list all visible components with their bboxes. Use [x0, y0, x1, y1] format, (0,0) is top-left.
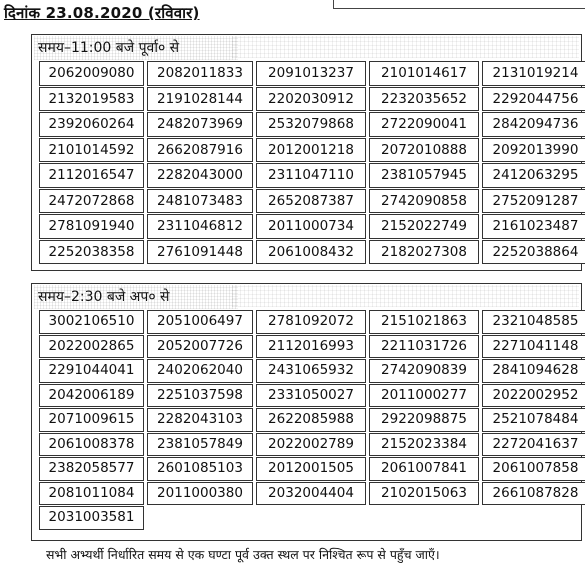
roll-number-cell: 2311046812 [147, 214, 253, 239]
roll-number-cell: 2062009080 [39, 61, 144, 86]
roll-number-cell: 2622085988 [256, 408, 366, 432]
instruction-note: सभी अभ्यर्थी निर्धारित समय से एक घण्टा पूर्व उक्त स्थल पर निश्चित रूप से पहुँच जाएँ। [46, 547, 440, 562]
roll-number-cell: 2661087828 [482, 482, 585, 506]
roll-number-cell: 2091013237 [256, 61, 366, 86]
roll-number-cell: 2092013990 [482, 138, 585, 163]
roll-number-cell: 2112016547 [39, 163, 144, 188]
roll-number-cell: 2292044756 [482, 87, 585, 112]
roll-number-cell: 2191028144 [147, 87, 253, 112]
roll-number-cell: 2252038358 [39, 240, 144, 265]
roll-number-cell: 2082011833 [147, 61, 253, 86]
roll-number-cell: 2042006189 [39, 384, 144, 408]
roll-number-cell: 2431065932 [256, 359, 366, 383]
roll-number-cell: 2102015063 [369, 482, 479, 506]
roll-number-cell: 2051006497 [147, 310, 253, 334]
roll-number-cell: 2151021863 [369, 310, 479, 334]
roll-number-cell: 2061008432 [256, 240, 366, 265]
label-shading [232, 36, 579, 58]
roll-number-cell: 2482073969 [147, 112, 253, 137]
roll-number-cell: 2022002789 [256, 433, 366, 457]
roll-number-cell: 2382058577 [39, 457, 144, 481]
roll-number-cell: 2761091448 [147, 240, 253, 265]
roll-number-cell: 2251037598 [147, 384, 253, 408]
roll-number-cell: 2282043103 [147, 408, 253, 432]
roll-number-cell: 2521078484 [482, 408, 585, 432]
roll-number-cell: 2742090839 [369, 359, 479, 383]
session-label: समय–2:30 बजे अप० से [34, 285, 238, 309]
roll-number-cell: 2252038864 [482, 240, 585, 265]
roll-number-cell: 2922098875 [369, 408, 479, 432]
roll-number-cell: 2271041148 [482, 335, 585, 359]
roll-number-cell: 2022002952 [482, 384, 585, 408]
roll-number-cell: 2781091940 [39, 214, 144, 239]
roll-number-cell: 2311047110 [256, 163, 366, 188]
roll-number-cell: 2321048585 [482, 310, 585, 334]
roll-number-cell: 2061007841 [369, 457, 479, 481]
roll-number-cell: 2161023487 [482, 214, 585, 239]
roll-number-cell: 2412063295 [482, 163, 585, 188]
roll-number-cell: 2752091287 [482, 189, 585, 214]
roll-number-cell: 2472072868 [39, 189, 144, 214]
roll-number-cell: 2481073483 [147, 189, 253, 214]
roll-number-cell: 2101014592 [39, 138, 144, 163]
date-header: दिनांक 23.08.2020 (रविवार) [4, 4, 200, 22]
roll-number-cell: 2152023384 [369, 433, 479, 457]
roll-number-cell: 2202030912 [256, 87, 366, 112]
roll-number-cell: 2232035652 [369, 87, 479, 112]
roll-number-cell: 2071009615 [39, 408, 144, 432]
roll-number-cell: 2742090858 [369, 189, 479, 214]
roll-number-cell: 2722090041 [369, 112, 479, 137]
roll-number-cell: 2032004404 [256, 482, 366, 506]
roll-number-cell: 2841094628 [482, 359, 585, 383]
roll-number-cell: 2211031726 [369, 335, 479, 359]
roll-number-cell: 2011000734 [256, 214, 366, 239]
roll-number-cell: 2282043000 [147, 163, 253, 188]
roll-number-cell: 2072010888 [369, 138, 479, 163]
roll-number-cell: 2652087387 [256, 189, 366, 214]
roll-number-cell: 2272041637 [482, 433, 585, 457]
roll-number-cell: 2381057945 [369, 163, 479, 188]
roll-number-cell: 2031003581 [39, 506, 144, 530]
roll-number-cell: 2022002865 [39, 335, 144, 359]
roll-number-cell: 2331050027 [256, 384, 366, 408]
roll-number-cell: 2662087916 [147, 138, 253, 163]
roll-number-cell: 2381057849 [147, 433, 253, 457]
roll-number-cell: 2112016993 [256, 335, 366, 359]
roll-number-cell: 3002106510 [39, 310, 144, 334]
session-label: समय–11:00 बजे पूर्वा० से [34, 36, 238, 60]
roll-number-cell: 2052007726 [147, 335, 253, 359]
roll-number-cell: 2601085103 [147, 457, 253, 481]
roll-number-cell: 2061007858 [482, 457, 585, 481]
roll-number-cell: 2131019214 [482, 61, 585, 86]
roll-number-cell: 2101014617 [369, 61, 479, 86]
roll-number-cell: 2842094736 [482, 112, 585, 137]
top-border-rule [333, 0, 585, 9]
roll-number-cell: 2291044041 [39, 359, 144, 383]
roll-number-cell: 2392060264 [39, 112, 144, 137]
roll-number-cell: 2011000380 [147, 482, 253, 506]
session-afternoon-block [31, 283, 582, 541]
roll-number-cell: 2152022749 [369, 214, 479, 239]
roll-number-cell: 2781092072 [256, 310, 366, 334]
roll-number-cell: 2532079868 [256, 112, 366, 137]
session-morning-block [31, 34, 582, 271]
roll-number-cell: 2182027308 [369, 240, 479, 265]
roll-number-cell: 2012001505 [256, 457, 366, 481]
roll-number-cell: 2012001218 [256, 138, 366, 163]
roll-number-cell: 2061008378 [39, 433, 144, 457]
roll-number-cell: 2081011084 [39, 482, 144, 506]
roll-number-cell: 2402062040 [147, 359, 253, 383]
label-shading [232, 285, 579, 307]
roll-number-cell: 2011000277 [369, 384, 479, 408]
roll-number-cell: 2132019583 [39, 87, 144, 112]
